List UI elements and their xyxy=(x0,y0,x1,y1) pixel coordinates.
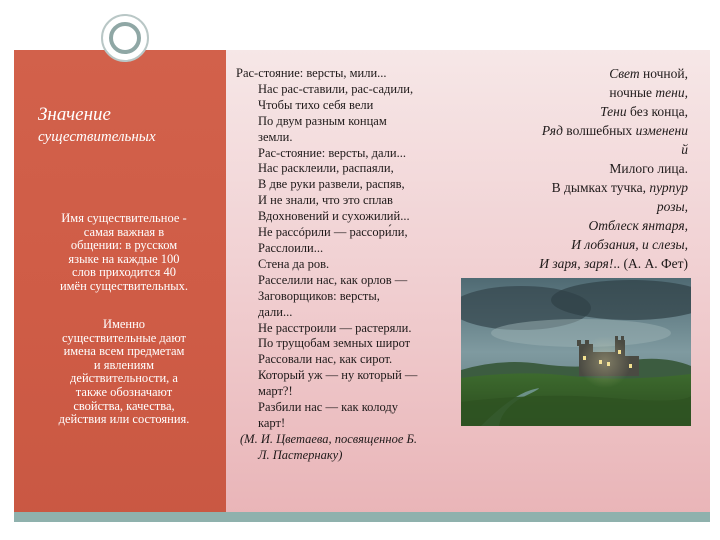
noun-highlight: й xyxy=(681,142,688,157)
poem-line xyxy=(470,140,688,159)
poem-line: Чтобы тихо себя вели xyxy=(258,97,374,112)
poem-line: Разбили нас — как колоду xyxy=(258,400,398,415)
circle-ornament-inner xyxy=(109,22,141,54)
noun-highlight: изменени xyxy=(635,123,688,138)
noun-highlight: Тени xyxy=(600,104,627,119)
poem-line xyxy=(470,197,688,216)
poem-text: без конца, xyxy=(626,104,688,119)
poem-line: Не расстроили — растеряли. xyxy=(258,320,412,335)
poem-line: По трущобам земных широт xyxy=(258,336,411,351)
poem-attribution: Л. Пастернаку) xyxy=(258,447,343,462)
poem-line: март?! xyxy=(258,384,293,399)
poem-line xyxy=(470,235,688,254)
poem-line xyxy=(470,216,688,235)
poem-line xyxy=(470,102,688,121)
paragraph-line: также обозначают xyxy=(75,384,173,399)
paragraph-line: действительности, а xyxy=(70,371,178,386)
poem-line: Рас-стояние: версты, дали... xyxy=(258,145,406,160)
paragraph-line: Именно xyxy=(102,317,146,331)
poem-line: дали... xyxy=(258,304,293,319)
poem-line xyxy=(470,64,688,83)
poem-line: Нас расклеили, распаяли, xyxy=(258,161,394,176)
paragraph-line: имена всем предметам xyxy=(63,344,185,359)
paragraph-line: языке на каждые 100 xyxy=(68,251,180,266)
poem-line: Вдохновений и сухожилий... xyxy=(258,209,410,224)
paragraph-importance xyxy=(28,212,220,294)
paragraph-line: и явлениям xyxy=(93,357,155,372)
slide-subtitle: существительных xyxy=(38,129,156,145)
circle-ornament-icon xyxy=(101,14,149,62)
poem-line: Расслоили... xyxy=(258,240,324,255)
paragraph-line: существительные дают xyxy=(62,330,186,345)
poem-tsvetaeva xyxy=(236,66,468,464)
bottom-accent-bar xyxy=(14,512,710,522)
paragraph-function xyxy=(28,318,220,427)
poem-fet xyxy=(470,64,688,273)
poem-text: ночные xyxy=(609,85,656,100)
paragraph-line: общении: в русском xyxy=(70,238,178,253)
poem-line xyxy=(470,254,688,273)
poem-text: волшебных xyxy=(562,123,636,138)
poem-text: ночной, xyxy=(639,66,688,81)
poem-line: Милого лица. xyxy=(609,161,688,176)
noun-highlight: тени, xyxy=(655,85,688,100)
poem-attribution: (М. И. Цветаева, посвященное Б. xyxy=(240,431,417,446)
poem-text: .. (А. А. Фет) xyxy=(613,256,688,271)
poem-line: Заговорщиков: версты, xyxy=(258,288,380,303)
poem-line: земли. xyxy=(258,129,293,144)
poem-text: В дымках тучка, xyxy=(551,180,650,195)
poem-line: Расселили нас, как орлов — xyxy=(258,272,408,287)
noun-highlight: И лобзания, и слезы, xyxy=(571,237,688,252)
poem-line: Нас рас-ставили, рас-садили, xyxy=(258,81,414,96)
castle-landscape-image xyxy=(461,278,691,426)
poem-line: И не знали, что это сплав xyxy=(258,193,393,208)
poem-line xyxy=(470,83,688,102)
paragraph-line: слов приходится 40 xyxy=(72,265,176,280)
poem-line: Стена да ров. xyxy=(258,256,330,271)
poem-line: По двум разным концам xyxy=(258,113,387,128)
poem-line xyxy=(470,178,688,197)
poem-line: Который уж — ну который — xyxy=(258,368,418,383)
noun-highlight: Ряд xyxy=(541,123,563,138)
paragraph-line: имён существительных. xyxy=(59,278,189,293)
noun-highlight: Свет xyxy=(609,66,640,81)
paragraph-line: Имя существительное - xyxy=(61,211,187,225)
noun-highlight: розы, xyxy=(656,199,688,214)
poem-line: Рас-стояние: версты, мили... xyxy=(236,66,387,80)
paragraph-line: самая важная в xyxy=(83,224,165,239)
paragraph-line: действия или состояния. xyxy=(58,412,190,427)
poem-line xyxy=(470,121,688,140)
poem-line: карт! xyxy=(258,415,286,430)
noun-highlight: Отблеск янтаря, xyxy=(588,218,688,233)
noun-highlight: И заря, заря! xyxy=(539,256,614,271)
poem-line: Не рассóрили — рассори́ли, xyxy=(258,225,408,240)
paragraph-line: свойства, качества, xyxy=(73,398,175,413)
poem-line: В две руки развели, распяв, xyxy=(258,177,405,192)
poem-line: Рассовали нас, как сирот. xyxy=(258,352,393,367)
noun-highlight: пурпур xyxy=(649,180,688,195)
slide-title: Значение xyxy=(38,104,111,125)
